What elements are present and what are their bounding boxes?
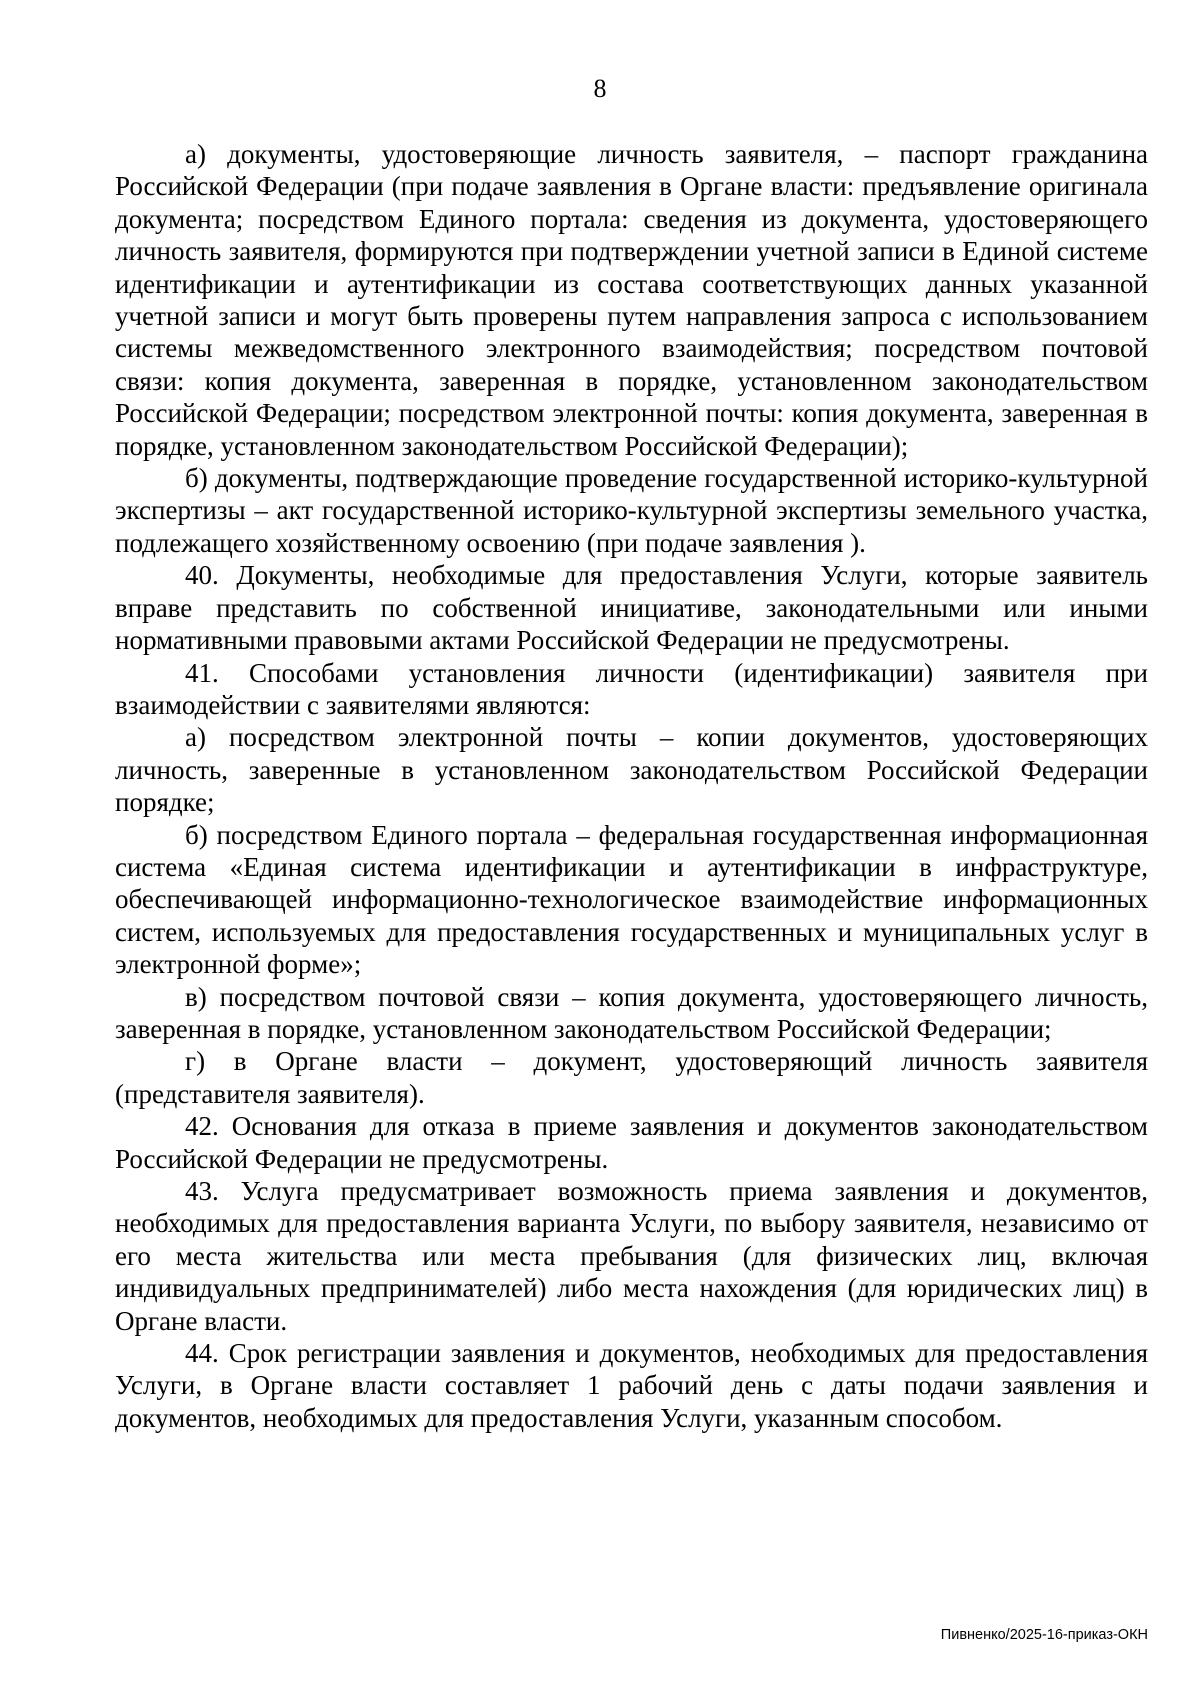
paragraph-identity-documents: а) документы, удостоверяющие личность заявителя, – паспорт гражданина Российской Федерации (при подаче заявления в Органе власти: предъявление оригинала документа; посредством Единого портала: сведения из документа, удостоверяющего личность заявителя, формируются при подтверждении учетной записи в Единой системе идентификации и аутентификации из состава соответствующих данных указанной учетной записи и могут быть проверены путем направления запроса с использованием системы межведомственного электронного взаимодействия; посредством почтовой связи: копия документа, заверенная в порядке, установленном законодательством Российской Федерации; посредством электронной почты: копия документа, заверенная в порядке, установленном законодательством Российской Федерации); (115, 139, 1148, 461)
paragraph-44: 44. Срок регистрации заявления и документов, необходимых для предоставления Услуги, в Органе власти составляет 1 рабочий день с даты подачи заявления и документов, необходимых для предоставления Услуги, указанным способом. (115, 1338, 1148, 1433)
paragraph-41-g: г) в Органе власти – документ, удостоверяющий личность заявителя (представителя заявителя). (115, 1046, 1148, 1109)
document-footer-id: Пивненко/2025-16-приказ-ОКН (940, 1627, 1148, 1643)
paragraph-43: 43. Услуга предусматривает возможность приема заявления и документов, необходимых для предоставления варианта Услуги, по выбору заявителя, независимо от его места жительства или места пребывания (для физических лиц, включая индивидуальных предпринимателей) либо места нахождения (для юридических лиц) в Органе власти. (115, 1176, 1148, 1336)
page-number: 8 (593, 74, 607, 103)
paragraph-expertise-documents: б) документы, подтверждающие проведение государственной историко-культурной экспертизы – акт государственной историко-культурной экспертизы земельного участка, подлежащего хозяйственному освоению (при подаче заявления ). (115, 463, 1148, 558)
paragraph-41-b: б) посредством Единого портала – федеральная государственная информационная система «Единая система идентификации и аутентификации в инфраструктуре, обеспечивающей информационно-технологическое взаимодействие информационных систем, используемых для предоставления государственных и муниципальных услуг в электронной форме»; (115, 819, 1148, 980)
paragraph-41: 41. Способами установления личности (идентификации) заявителя при взаимодействии с заявителями являются: (115, 657, 1148, 720)
document-body (115, 138, 1148, 1434)
paragraph-41-a: а) посредством электронной почты – копии документов, удостоверяющих личность, заверенные в установленном законодательством Российской Федерации порядке; (115, 722, 1148, 818)
paragraph-40: 40. Документы, необходимые для предоставления Услуги, которые заявитель вправе представить по собственной инициативе, законодательными или иными нормативными правовыми актами Российской Федерации не предусмотрены. (115, 560, 1148, 656)
paragraph-41-v: в) посредством почтовой связи – копия документа, удостоверяющего личность, заверенная в порядке, установленном законодательством Российской Федерации; (115, 981, 1148, 1044)
paragraph-42: 42. Основания для отказа в приеме заявления и документов законодательством Российской Федерации не предусмотрены. (115, 1111, 1148, 1174)
